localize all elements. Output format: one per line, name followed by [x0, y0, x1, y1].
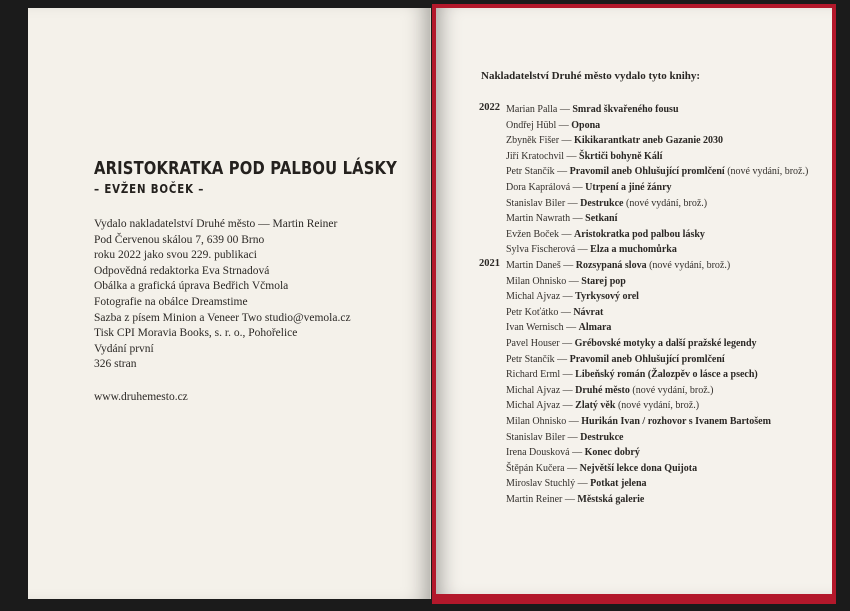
book-entry-title: Tyrkysový orel	[575, 291, 639, 303]
book-entry	[506, 352, 771, 368]
publisher-website: www.druhemesto.cz	[94, 391, 188, 403]
imprint-line: Tisk CPI Moravia Books, s. r. o., Pohořelice	[94, 327, 298, 340]
book-entry-title: Pravomil aneb Ohlušující promlčení	[569, 353, 725, 365]
book-entry	[506, 336, 771, 352]
book-entry-title: Starej pop	[581, 275, 626, 287]
book-entry-title: Smrad škvařeného fousu	[572, 104, 679, 115]
book-entry-title: Destrukce	[580, 431, 624, 443]
imprint-line: roku 2022 jako svou 229. publikaci	[94, 249, 257, 262]
imprint-line: Vydání první	[94, 342, 154, 355]
book-entry-title: Grébovské motyky a další pražské legendy	[574, 337, 757, 349]
imprint-line: Odpovědná redaktorka Eva Strnadová	[94, 264, 270, 277]
book-entry-author: Evžen Boček —	[506, 228, 572, 240]
book-entry-author: Michal Ajvaz —	[506, 291, 573, 303]
book-entry-author: Michal Ajvaz —	[506, 384, 573, 396]
imprint-line: 326 stran	[94, 358, 137, 371]
book-entry-title: Rozsypaná slova	[575, 260, 647, 271]
book-entry-title: Konec dobrý	[584, 447, 640, 459]
book-entry-author: Irena Dousková —	[506, 447, 583, 459]
book-entry-title: Destrukce	[580, 197, 624, 209]
book-entry	[506, 430, 771, 446]
book-entry	[506, 133, 808, 149]
book-entry	[506, 211, 808, 227]
book-entry	[506, 492, 771, 508]
book-entry	[506, 118, 808, 134]
right-page	[436, 8, 832, 594]
year-label: 2022	[479, 102, 500, 113]
book-entry	[506, 461, 771, 477]
book-entry-title: Potkat jelena	[590, 478, 647, 490]
book-entry-note: (nové vydání, brož.)	[727, 166, 809, 178]
book-entry	[506, 383, 771, 399]
book-entry	[506, 367, 771, 383]
imprint-line: Fotografie na obálce Dreamstime	[94, 295, 248, 308]
book-list	[506, 258, 771, 508]
book-entry-author: Dora Kaprálová —	[506, 181, 583, 193]
book-list	[506, 102, 808, 258]
book-entry-author: Petr Koťátko —	[506, 306, 571, 318]
book-title: ARISTOKRATKA POD PALBOU LÁSKY	[94, 158, 397, 179]
book-entry-author: Zbyněk Fišer —	[506, 135, 572, 147]
book-entry-author: Martin Nawrath —	[506, 213, 583, 225]
book-entry	[506, 164, 808, 180]
book-entry-author: Štěpán Kučera —	[506, 462, 578, 474]
book-entry-author: Petr Stančík —	[506, 353, 568, 365]
book-entry-note: (nové vydání, brož.)	[632, 384, 714, 396]
book-entry-author: Stanislav Biler —	[506, 431, 578, 443]
book-entry-title: Pravomil aneb Ohlušující promlčení	[569, 166, 725, 178]
book-entry-author: Jiří Kratochvil —	[506, 150, 577, 162]
book-author: – EVŽEN BOČEK –	[94, 182, 205, 196]
booklist-heading: Nakladatelství Druhé město vydalo tyto knihy:	[481, 70, 701, 82]
book-entry-author: Stanislav Biler —	[506, 197, 578, 209]
book-entry-author: Sylva Fischerová —	[506, 244, 588, 256]
imprint-block	[94, 217, 351, 373]
left-page	[28, 8, 431, 599]
book-entry	[506, 149, 808, 165]
book-entry-author: Michal Ajvaz —	[506, 400, 573, 412]
book-entry-title: Zlatý věk	[575, 400, 616, 412]
book-entry-note: (nové vydání, brož.)	[617, 400, 700, 412]
book-entry	[506, 476, 771, 492]
book-entry-title: Škrtiči bohyně Kálí	[579, 150, 663, 162]
book-entry-note: (nové vydání, brož.)	[649, 260, 731, 271]
book-entry-title: Setkaní	[585, 213, 618, 225]
book-entry	[506, 274, 771, 290]
book-entry	[506, 289, 771, 305]
imprint-line: Pod Červenou skálou 7, 639 00 Brno	[94, 233, 265, 246]
imprint-line: Obálka a grafická úprava Bedřich Včmola	[94, 280, 289, 293]
book-entry-author: Milan Ohnisko —	[506, 415, 579, 427]
book-entry-title: Druhé město	[575, 384, 630, 396]
book-entry-author: Martin Reiner —	[506, 493, 575, 505]
book-entry-author: Miroslav Stuchlý —	[506, 478, 588, 490]
imprint-line: Vydalo nakladatelství Druhé město — Martin Reiner	[94, 218, 338, 230]
book-entry-author: Richard Erml —	[506, 369, 573, 381]
book-entry-title: Elza a muchomůrka	[590, 244, 677, 256]
book-entry-author: Ondřej Hübl —	[506, 119, 569, 131]
book-entry-title: Městská galerie	[577, 493, 645, 505]
book-entry-author: Martin Daneš —	[506, 260, 574, 271]
book-entry-author: Marian Palla —	[506, 104, 570, 115]
book-entry	[506, 305, 771, 321]
book-entry	[506, 320, 771, 336]
book-entry-title: Libeňský román (Žalozpěv o lásce a psech)	[575, 369, 758, 381]
book-entry-title: Aristokratka pod palbou lásky	[574, 228, 705, 240]
book-entry-note: (nové vydání, brož.)	[626, 197, 708, 209]
book-entry	[506, 414, 771, 430]
book-entry-title: Almara	[578, 322, 612, 334]
book-entry-author: Ivan Wernisch —	[506, 322, 577, 334]
book-entry-title: Návrat	[573, 306, 604, 318]
book-entry-author: Pavel Houser —	[506, 337, 573, 349]
book-entry	[506, 227, 808, 243]
book-entry-title: Utrpení a jiné žánry	[585, 181, 672, 193]
book-entry	[506, 445, 771, 461]
book-entry	[506, 196, 808, 212]
book-entry-title: Největší lekce dona Quijota	[579, 462, 698, 474]
book-entry-title: Opona	[571, 119, 601, 131]
book-entry-title: Hurikán Ivan / rozhovor s Ivanem Bartošem	[581, 415, 771, 427]
year-label: 2021	[479, 258, 500, 269]
book-entry	[506, 242, 808, 258]
book-entry	[506, 102, 808, 118]
book-entry	[506, 180, 808, 196]
book-entry-title: Kikikarantkatr aneb Gazanie 2030	[574, 135, 724, 147]
book-entry-author: Petr Stančík —	[506, 166, 568, 178]
book-entry	[506, 258, 771, 274]
imprint-line: Sazba z písem Minion a Veneer Two studio@vemola.cz	[94, 311, 351, 324]
book-entry	[506, 398, 771, 414]
book-entry-author: Milan Ohnisko —	[506, 275, 579, 287]
